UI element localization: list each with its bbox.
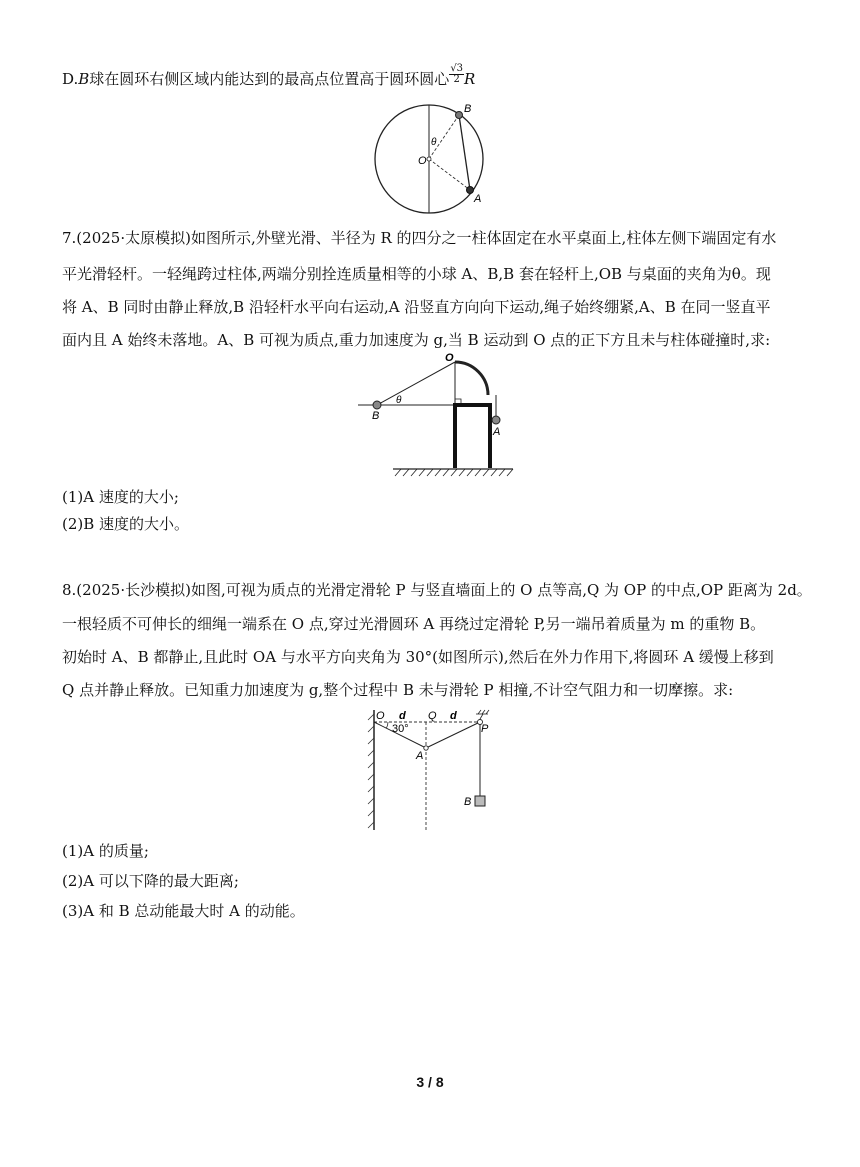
ring-a	[424, 746, 428, 750]
table-frame	[455, 405, 490, 468]
label-p: P	[481, 723, 489, 735]
q8-sub-1: (1)A 的质量;	[62, 842, 149, 860]
q7-line-2: 平光滑轻杆。一轻绳跨过柱体,两端分别拴连质量相等的小球 A、B,B 套在轻杆上,OB 与桌面的夹角为θ。现	[62, 265, 771, 283]
label-b: B	[464, 103, 472, 115]
label-d-left: d	[399, 710, 406, 722]
label-angle: 30°	[392, 723, 409, 735]
option-d-prefix: D.	[62, 70, 79, 88]
label-b: B	[372, 410, 380, 422]
option-d-text: 球在圆环右侧区域内能达到的最高点位置高于圆环圆心	[89, 70, 450, 88]
label-theta: θ	[396, 395, 402, 406]
sqrt-denominator: 2	[453, 74, 460, 85]
sqrt-numerator: √3	[450, 63, 464, 74]
q8-line-4: Q 点并静止释放。已知重力加速度为 g,整个过程中 B 未与滑轮 P 相撞,不计空气阻力和一切摩擦。求:	[62, 681, 734, 699]
wall-hatching	[368, 714, 374, 828]
label-a: A	[474, 193, 482, 205]
label-o: O	[418, 155, 427, 167]
center-o	[427, 157, 431, 161]
q8-line-3: 初始时 A、B 都静止,且此时 OA 与水平方向夹角为 30°(如图所示),然后在外力作用下,将圆环 A 缓慢上移到	[62, 648, 774, 666]
option-d-radius: R	[464, 70, 476, 88]
q8-sub-3: (3)A 和 B 总动能最大时 A 的动能。	[62, 902, 305, 920]
label-a: A	[416, 750, 424, 762]
label-b: B	[464, 796, 472, 808]
ball-b	[456, 112, 463, 119]
ball-a	[492, 416, 500, 424]
q8-sub-2: (2)A 可以下降的最大距离;	[62, 872, 239, 890]
rod-ab	[459, 115, 470, 190]
q7-line-4: 面内且 A 始终未落地。A、B 可视为质点,重力加速度为 g,当 B 运动到 O 点的正下方且未与柱体碰撞时,求:	[62, 331, 771, 349]
angle-arc	[387, 722, 389, 728]
label-theta: θ	[431, 137, 437, 148]
rope-ob	[377, 362, 455, 405]
page-number: 3 / 8	[416, 1074, 444, 1090]
q7-sub-1: (1)A 速度的大小;	[62, 488, 179, 506]
figure-quarter-cylinder	[355, 350, 515, 478]
figure-ring	[370, 103, 490, 215]
q8-line-1: 8.(2025·长沙模拟)如图,可视为质点的光滑定滑轮 P 与竖直墙面上的 O 点等高,Q 为 OP 的中点,OP 距离为 2d。	[62, 581, 812, 599]
q8-line-2: 一根轻质不可伸长的细绳一端系在 O 点,穿过光滑圆环 A 再绕过定滑轮 P,另一端吊着质量为 m 的重物 B。	[62, 615, 766, 633]
weight-b	[475, 796, 485, 806]
label-d-right: d	[450, 710, 457, 722]
option-d-ball: B	[78, 70, 90, 88]
radius-oa	[429, 159, 470, 190]
figure-pulley	[362, 706, 498, 832]
label-o: O	[445, 352, 454, 364]
option-d	[62, 64, 475, 89]
pulley-mount	[476, 710, 489, 719]
q7-sub-2: (2)B 速度的大小。	[62, 515, 190, 533]
q7-line-3: 将 A、B 同时由静止释放,B 沿轻杆水平向右运动,A 沿竖直方向向下运动,绳子始终绷紧,A、B 在同一竖直平	[62, 298, 771, 316]
ground-hatching	[395, 469, 513, 476]
ball-a	[467, 187, 474, 194]
label-o: O	[376, 710, 385, 722]
q7-line-1: 7.(2025·太原模拟)如图所示,外壁光滑、半径为 R 的四分之一柱体固定在水平桌面上,柱体左侧下端固定有水	[62, 229, 777, 247]
rope-ap	[426, 722, 480, 748]
quarter-arc	[455, 362, 488, 395]
label-q: Q	[428, 710, 437, 722]
sqrt3-over-2	[449, 64, 464, 85]
ball-b	[373, 401, 381, 409]
label-a: A	[493, 426, 501, 438]
